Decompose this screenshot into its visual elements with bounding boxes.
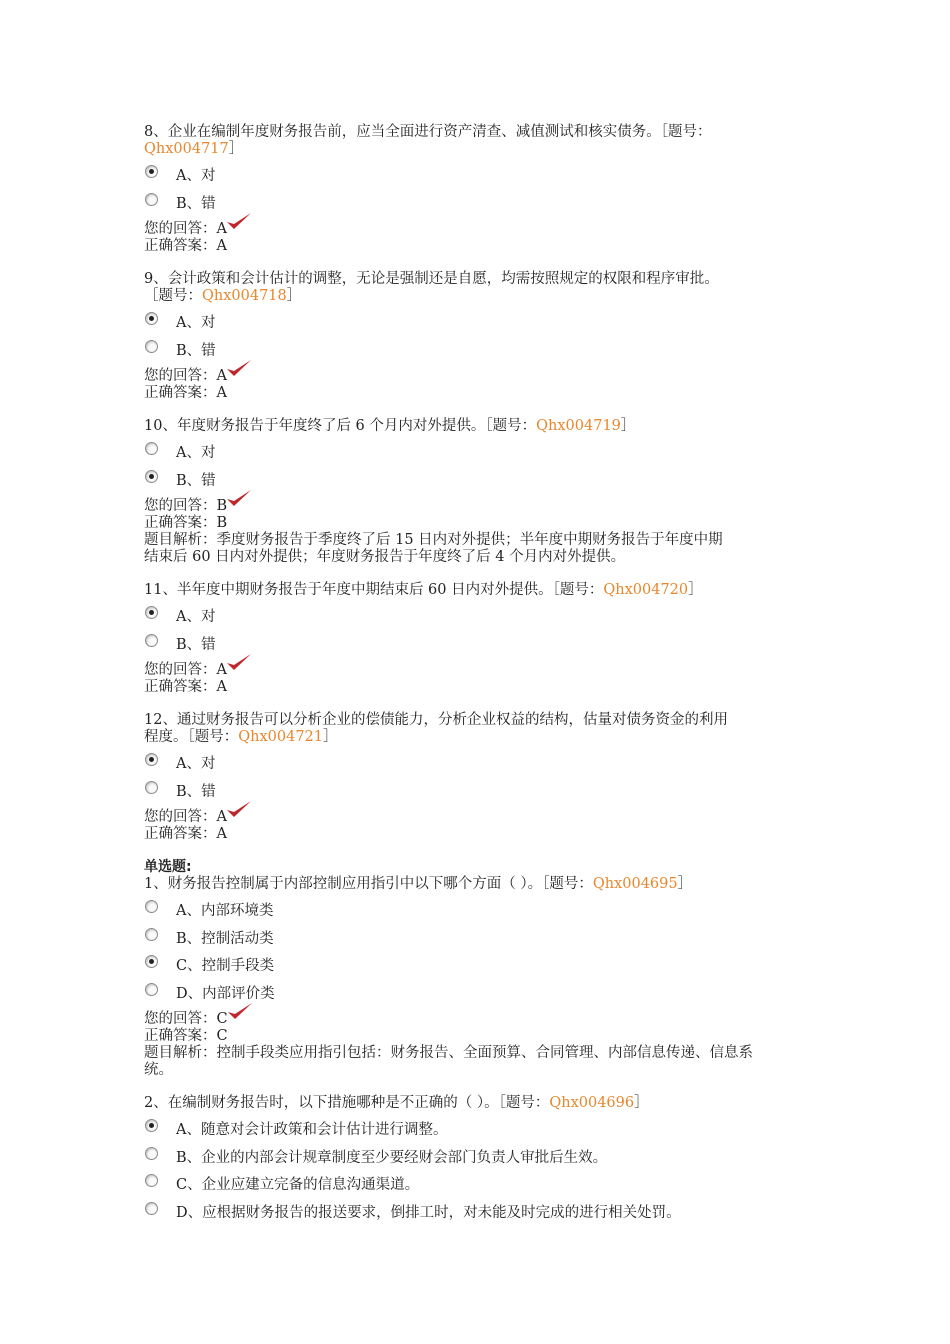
option-a[interactable]: A、随意对会计政策和会计估计进行调整。 (144, 1118, 814, 1146)
analysis-cont: 统。 (144, 1062, 173, 1078)
correct-answer: 正确答案：C (144, 1028, 228, 1044)
radio-icon[interactable] (145, 340, 158, 353)
correct-answer: 正确答案：A (144, 679, 227, 695)
question-code: Qhx004717 (144, 141, 229, 157)
option-b[interactable]: B、错 (144, 192, 814, 220)
question-8: 8、企业在编制年度财务报告前，应当全面进行资产清查、减值测试和核实债务。［题号： Qhx004717］ A、对 B、错 您的回答：A 正确答案：A (144, 124, 814, 255)
question-code: Qhx004718 (202, 288, 287, 304)
option-a[interactable]: A、对 (144, 441, 814, 469)
your-answer: 您的回答：B (144, 496, 814, 515)
option-b[interactable]: B、控制活动类 (144, 927, 814, 955)
option-d[interactable]: D、内部评价类 (144, 982, 814, 1010)
checkmark-icon (227, 366, 251, 380)
exam-results-page (144, 124, 814, 1243)
radio-selected-icon[interactable] (145, 606, 158, 619)
option-a[interactable]: A、对 (144, 311, 814, 339)
question-code: Qhx004721 (238, 729, 324, 745)
correct-answer: 正确答案：B (144, 515, 228, 531)
your-answer: 您的回答：A (144, 660, 814, 679)
radio-selected-icon[interactable] (145, 955, 158, 968)
radio-icon[interactable] (145, 634, 158, 647)
option-a[interactable]: A、内部环境类 (144, 899, 814, 927)
question-code: Qhx004720 (603, 582, 689, 598)
radio-icon[interactable] (145, 983, 158, 996)
question-9: 9、会计政策和会计估计的调整，无论是强制还是自愿，均需按照规定的权限和程序审批。 ［题号：Qhx004718］ A、对 B、错 您的回答：A 正确答案：A (144, 271, 814, 402)
single-question-2 (144, 1095, 814, 1228)
radio-icon[interactable] (145, 193, 158, 206)
radio-selected-icon[interactable] (145, 753, 158, 766)
section-heading-single-choice: 单选题: (144, 859, 192, 875)
single-question-1 (144, 876, 814, 1079)
option-a[interactable]: A、对 (144, 752, 814, 780)
checkmark-icon (228, 1009, 252, 1023)
correct-answer: 正确答案：A (144, 238, 227, 254)
question-12: 12、通过财务报告可以分析企业的偿债能力，分析企业权益的结构，估量对债务资金的利用 程度。［题号：Qhx004721］ A、对 B、错 您的回答：A 正确答案：A (144, 712, 814, 843)
question-code: Qhx004719 (536, 418, 621, 434)
checkmark-icon (227, 219, 251, 233)
question-11 (144, 582, 814, 696)
radio-icon[interactable] (145, 928, 158, 941)
question-text: 2、在编制财务报告时，以下措施哪种是不正确的（ ）。［题号：Qhx004696］ (144, 1095, 649, 1111)
radio-icon[interactable] (145, 1202, 158, 1215)
radio-selected-icon[interactable] (145, 312, 158, 325)
option-d[interactable]: D、应根据财务报告的报送要求，倒排工时，对未能及时完成的进行相关处罚。 (144, 1201, 814, 1229)
question-text: 12、通过财务报告可以分析企业的偿债能力，分析企业权益的结构，估量对债务资金的利用 (144, 712, 728, 728)
radio-icon[interactable] (145, 1174, 158, 1187)
question-text: 1、财务报告控制属于内部控制应用指引中以下哪个方面（ ）。［题号：Qhx004695］ (144, 876, 693, 892)
your-answer: 您的回答：A (144, 807, 814, 826)
radio-selected-icon[interactable] (145, 165, 158, 178)
analysis-cont: 结束后 60 日内对外提供；年度财务报告于年度终了后 4 个月内对外提供。 (144, 549, 626, 565)
checkmark-icon (227, 660, 251, 674)
your-answer: 您的回答：A (144, 366, 814, 385)
option-b[interactable]: B、企业的内部会计规章制度至少要经财会部门负责人审批后生效。 (144, 1146, 814, 1174)
correct-answer: 正确答案：A (144, 826, 227, 842)
question-code: Qhx004695 (592, 876, 678, 892)
option-a[interactable]: A、对 (144, 605, 814, 633)
checkmark-icon (227, 496, 251, 510)
checkmark-icon (227, 807, 251, 821)
option-b[interactable]: B、错 (144, 339, 814, 367)
option-b[interactable]: B、错 (144, 633, 814, 661)
question-10 (144, 418, 814, 566)
analysis: 题目解析：控制手段类应用指引包括：财务报告、全面预算、合同管理、内部信息传递、信息系 (144, 1045, 753, 1061)
question-text: 10、年度财务报告于年度终了后 6 个月内对外提供。［题号：Qhx004719］ (144, 418, 636, 434)
radio-icon[interactable] (145, 900, 158, 913)
radio-icon[interactable] (145, 442, 158, 455)
correct-answer: 正确答案：A (144, 385, 227, 401)
option-b[interactable]: B、错 (144, 469, 814, 497)
question-text: 8、企业在编制年度财务报告前，应当全面进行资产清查、减值测试和核实债务。［题号： (144, 124, 712, 140)
radio-icon[interactable] (145, 781, 158, 794)
radio-icon[interactable] (145, 1147, 158, 1160)
option-b[interactable]: B、错 (144, 780, 814, 808)
question-code: Qhx004696 (549, 1095, 635, 1111)
radio-selected-icon[interactable] (145, 1119, 158, 1132)
your-answer: 您的回答：A (144, 219, 814, 238)
your-answer: 您的回答：C (144, 1009, 814, 1028)
question-text: 9、会计政策和会计估计的调整，无论是强制还是自愿，均需按照规定的权限和程序审批。 (144, 271, 719, 287)
option-c[interactable]: C、控制手段类 (144, 954, 814, 982)
radio-selected-icon[interactable] (145, 470, 158, 483)
question-text: 11、半年度中期财务报告于年度中期结束后 60 日内对外提供。［题号：Qhx004720］ (144, 582, 703, 598)
option-c[interactable]: C、企业应建立完备的信息沟通渠道。 (144, 1173, 814, 1201)
option-a[interactable]: A、对 (144, 164, 814, 192)
analysis: 题目解析：季度财务报告于季度终了后 15 日内对外提供；半年度中期财务报告于年度中期 (144, 532, 723, 548)
